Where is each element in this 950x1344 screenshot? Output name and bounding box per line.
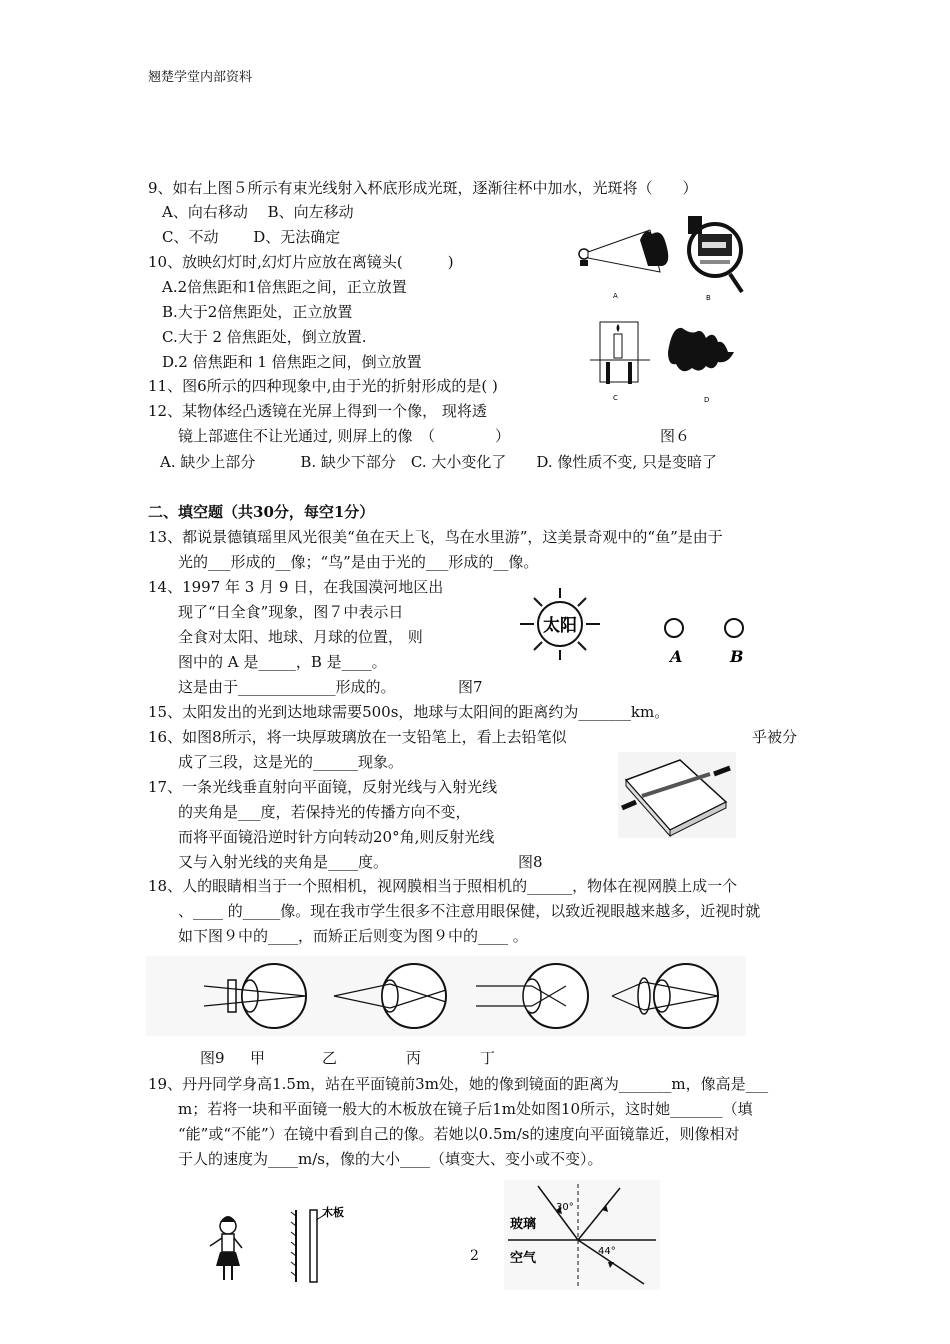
figure-6: [570, 212, 760, 412]
q11-text: 11、图6所示的四种现象中,由于光的折射形成的是( ): [148, 377, 498, 395]
fig10-board: [310, 1210, 317, 1282]
refraction-glass-label: 玻璃: [510, 1217, 537, 1232]
q10-text: 10、放映幻灯时,幻灯片应放在离镜头( ): [148, 253, 454, 271]
figure-9: [146, 956, 746, 1036]
q10-option-a: A.2倍焦距和1倍焦距之间，正立放置: [162, 278, 407, 296]
figure-8: [618, 752, 736, 838]
q15-text: 15、太阳发出的光到达地球需要500s，地球与太阳间的距离约为_______km。: [148, 703, 670, 721]
q18-line1: 18、人的眼睛相当于一个照相机，视网膜相当于照相机的______，物体在视网膜上成一个: [148, 877, 738, 895]
q9-options-cd: C、不动 D、无法确定: [162, 228, 341, 246]
fig6-label-d: D: [704, 396, 710, 404]
q16-line1-end: 乎被分: [752, 728, 798, 746]
figure-10: [200, 1204, 360, 1286]
fig6-label-b: B: [706, 294, 711, 302]
figure-refraction: [504, 1180, 660, 1290]
q17-line4: 又与入射光线的夹角是____度。: [178, 853, 389, 871]
q10-option-b: B.大于2倍焦距处，正立放置: [162, 303, 353, 321]
q14-line5: 这是由于_____________形成的。: [178, 678, 396, 696]
q17-line3: 而将平面镜沿逆时针方向转动20°角,则反射光线: [178, 828, 495, 846]
q16-line2: 成了三段，这是光的______现象。: [178, 753, 404, 771]
fig10-mirror: [291, 1210, 296, 1282]
fig6-b-magnifier-image: [688, 216, 742, 292]
fig7-label: 图7: [458, 678, 483, 696]
q9-text: 9、如右上图５所示有束光线射入杯底形成光斑，逐渐往杯中加水，光斑将（ ）: [148, 179, 698, 197]
fig9-label-jia: 甲: [250, 1049, 266, 1067]
header-org: 翘楚学堂内部资料: [148, 70, 253, 85]
figure-7: [512, 584, 782, 668]
q14-line1: 14、1997 年 3 月 9 日，在我国漠河地区出: [148, 578, 444, 596]
fig9-label-ding: 丁: [480, 1049, 496, 1067]
fig8-label: 图8: [518, 853, 543, 871]
q14-line3: 全食对太阳、地球、月球的位置， 则: [178, 628, 423, 646]
q18-line2: 、____ 的_____像。现在我市学生很多不注意用眼保健，以致近视眼越来越多，近视时就: [178, 902, 761, 920]
q17-line2: 的夹角是___度，若保持光的传播方向不变，: [178, 803, 471, 821]
refraction-angle-30: 30°: [556, 1202, 574, 1213]
fig9-label: 图9: [200, 1049, 225, 1067]
page-number: 2: [470, 1248, 479, 1264]
fig7-sun-label: 太阳: [543, 616, 577, 636]
q14-line4: 图中的 A 是_____，B 是____。: [178, 653, 387, 671]
fig7-label-a: A: [670, 647, 683, 666]
q17-line1: 17、一条光线垂直射向平面镜，反射光线与入射光线: [148, 778, 498, 796]
q19-line2: m；若将一块和平面镜一般大的木板放在镜子后1m处如图10所示，这时她_______（填: [178, 1100, 753, 1118]
fig6-label-a: A: [613, 292, 618, 300]
fig7-body-a: [665, 619, 683, 637]
fig6-label: 图６: [660, 427, 691, 445]
refraction-angle-44: 44°: [598, 1246, 616, 1257]
q16-line1: 16、如图8所示，将一块厚玻璃放在一支铅笔上，看上去铅笔似: [148, 728, 567, 746]
fig6-label-c: C: [613, 394, 618, 402]
fig10-board-label: 木板: [322, 1206, 344, 1219]
fig7-body-b: [725, 619, 743, 637]
q18-line3: 如下图９中的____，而矫正后则变为图９中的____ 。: [178, 927, 528, 945]
q14-line2: 现了“日全食”现象，图７中表示日: [178, 603, 404, 621]
section2-title: 二、填空题（共30分，每空1分）: [148, 503, 375, 521]
q12-line2: 镜上部遮住不让光通过, 则屏上的像 （ ）: [178, 427, 511, 445]
q10-option-c: C.大于 2 倍焦距处，倒立放置.: [162, 328, 367, 346]
q19-line3: “能”或“不能”）在镜中看到自己的像。若她以0.5m/s的速度向平面镜靠近，则像相对: [178, 1125, 740, 1143]
fig6-c-pencil-in-water-image: [590, 322, 650, 384]
q10-option-d: D.2 倍焦距和 1 倍焦距之间，倒立放置: [162, 353, 422, 371]
q19-line4: 于人的速度为____m/s，像的大小____（填变大、变小或不变）。: [178, 1150, 603, 1168]
q12-options: A. 缺少上部分 B. 缺少下部分 C. 大小变化了 D. 像性质不变, 只是变暗了: [160, 453, 717, 471]
fig10-girl-figure: [210, 1216, 242, 1280]
q13-line1: 13、都说景德镇瑶里风光很美“鱼在天上飞，鸟在水里游”，这美景奇观中的“鱼”是由于: [148, 528, 723, 546]
fig7-label-b: B: [730, 647, 744, 666]
refraction-air-label: 空气: [510, 1251, 537, 1266]
q13-line2: 光的___形成的__像；“鸟”是由于光的___形成的__像。: [178, 553, 539, 571]
q19-line1: 19、丹丹同学身高1.5m，站在平面镜前3m处，她的像到镜面的距离为_______m，像高是___: [148, 1075, 769, 1093]
fig6-a-projector-image: [579, 230, 668, 272]
fig9-label-yi: 乙: [322, 1049, 338, 1067]
fig6-d-reflection-image: [668, 328, 734, 371]
fig9-label-bing: 丙: [406, 1049, 422, 1067]
q9-options-ab: A、向右移动 B、向左移动: [162, 203, 354, 221]
fig7-sun: [520, 588, 600, 660]
q12-line1: 12、某物体经凸透镜在光屏上得到一个像， 现将透: [148, 402, 487, 420]
